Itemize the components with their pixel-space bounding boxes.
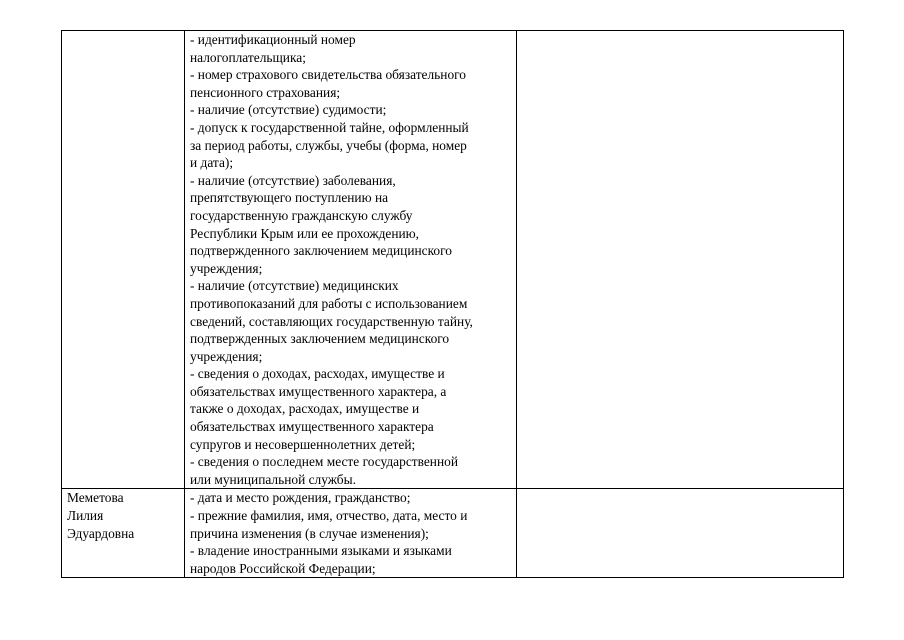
person-name-line: Эдуардовна — [67, 525, 135, 541]
information-item-line: препятствующего поступлению на — [190, 190, 389, 206]
information-item-line: обязательствах имущественного характера — [190, 419, 434, 435]
person-name-line: Лилия — [67, 508, 104, 524]
information-item-line: и дата); — [190, 155, 234, 171]
information-item-line: противопоказаний для работы с использованием — [190, 295, 468, 311]
information-item-line: Республики Крым или ее прохождению, — [190, 225, 420, 241]
information-item-line: подтвержденных заключением медицинского — [190, 331, 450, 347]
information-item-line: подтвержденного заключением медицинского — [190, 243, 452, 259]
information-item-line: пенсионного страхования; — [190, 84, 341, 100]
information-item-line: - дата и место рождения, гражданство; — [190, 490, 411, 506]
table-row — [62, 31, 844, 489]
information-item-line: учреждения; — [190, 260, 263, 276]
information-item-line: причина изменения (в случае изменения); — [190, 525, 429, 541]
information-item-line: - прежние фамилия, имя, отчество, дата, место и — [190, 508, 468, 524]
person-name-cell — [62, 489, 185, 578]
table-row — [62, 489, 844, 578]
note-cell — [517, 31, 844, 489]
information-item-line: государственную гражданскую службу — [190, 207, 413, 223]
information-item-line: - сведения о доходах, расходах, имуществе и — [190, 366, 445, 382]
table-body — [62, 31, 844, 578]
information-item-line: - наличие (отсутствие) медицинских — [190, 278, 399, 294]
information-list-cell — [185, 489, 517, 578]
information-list-cell — [185, 31, 517, 489]
information-item-line: народов Российской Федерации; — [190, 560, 376, 576]
person-name-line: Меметова — [67, 490, 124, 506]
information-item-line: обязательствах имущественного характера, а — [190, 383, 447, 399]
information-item-line: сведений, составляющих государственную тайну, — [190, 313, 473, 329]
information-item-line: также о доходах, расходах, имуществе и — [190, 401, 420, 417]
information-item-line: или муниципальной службы. — [190, 471, 356, 487]
information-item-line: - сведения о последнем месте государственной — [190, 454, 459, 470]
information-item-line: - допуск к государственной тайне, оформленный — [190, 119, 469, 135]
information-item-line: - владение иностранными языками и языками — [190, 543, 452, 559]
information-item-line: - идентификационный номер — [190, 32, 356, 47]
information-item-line: - номер страхового свидетельства обязательного — [190, 67, 467, 83]
information-item-line: - наличие (отсутствие) судимости; — [190, 102, 387, 118]
information-item-line: налогоплательщика; — [190, 49, 306, 65]
information-item-line: за период работы, службы, учебы (форма, номер — [190, 137, 467, 153]
information-item-line: супругов и несовершеннолетних детей; — [190, 436, 416, 452]
information-item-line: учреждения; — [190, 348, 263, 364]
note-cell — [517, 489, 844, 578]
person-name-cell — [62, 31, 185, 489]
document-table — [61, 30, 844, 578]
information-item-line: - наличие (отсутствие) заболевания, — [190, 172, 396, 188]
